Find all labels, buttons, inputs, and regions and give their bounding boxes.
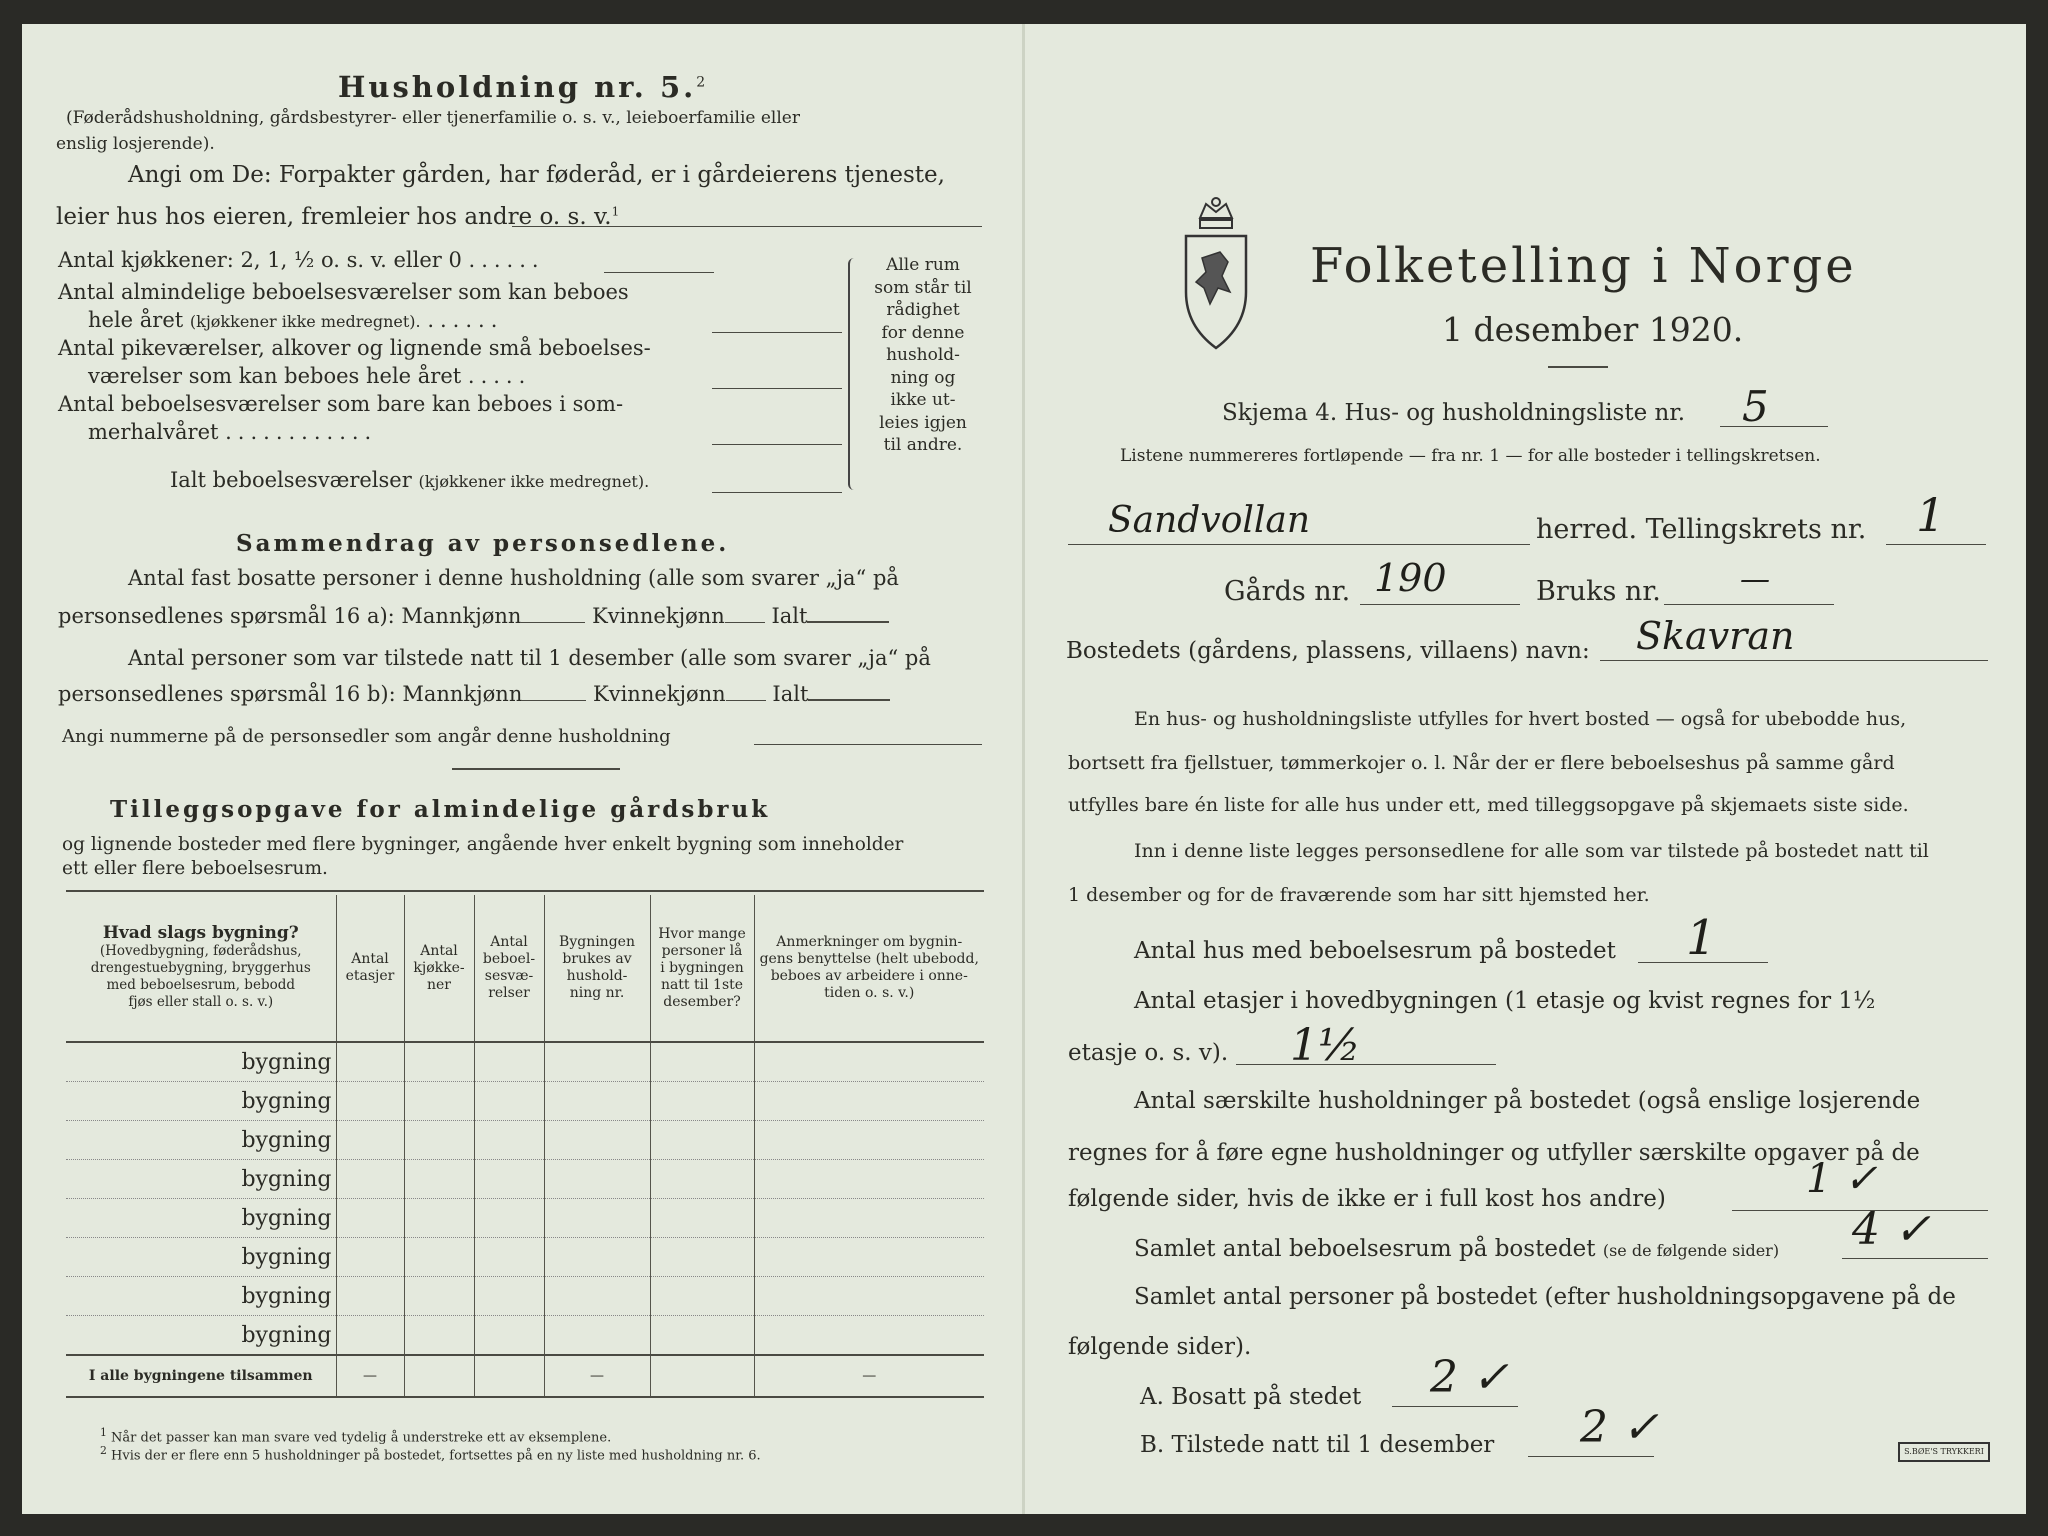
ordinary-rooms-field[interactable] [712, 332, 842, 333]
supplement-heading: Tilleggsopgave for almindelige gårdsbruk [110, 796, 771, 823]
total-rooms-field[interactable] [712, 492, 842, 493]
households-label-3: følgende sider, hvis de ikke er i full kost hos andre) [1068, 1186, 1666, 1212]
rooms-note: Alle rum som står til rådighet for denne hushold- ning og ikke ut- leies igjen til andre. [874, 255, 972, 455]
gaards-value[interactable]: 190 [1374, 556, 1447, 600]
table-row: bygning [66, 1042, 984, 1082]
rooms-summer-2: merhalvåret ............ [88, 420, 378, 444]
list-number[interactable]: 5 [1742, 382, 1769, 431]
bruks-value[interactable]: — [1740, 562, 1770, 597]
list-number-line [1720, 426, 1828, 427]
houses-value[interactable]: 1 [1686, 910, 1717, 966]
summary-heading: Sammendrag av personsedlene. [236, 530, 730, 557]
instruction-1: En hus- og husholdningsliste utfylles for hvert bosted — også for ubebodde hus, [1134, 708, 1907, 730]
table-row: bygning [66, 1160, 984, 1199]
instruction-3: utfylles bare én liste for alle hus under ett, med tilleggsopgave på skjemaets siste side. [1068, 794, 1909, 816]
footnote-2: $^2$ Hvis der er flere enn 5 husholdninger på bostedet, fortsettes på en ny liste med husholdning nr. 6. [100, 1444, 761, 1464]
table-row: bygning [66, 1316, 984, 1356]
resident-label: A. Bosatt på stedet [1140, 1384, 1362, 1410]
present-value[interactable]: 2 ✓ [1580, 1402, 1659, 1453]
summer-rooms-field[interactable] [712, 444, 842, 445]
table-sum-row: I alle bygningene tilsammen — — — [66, 1355, 984, 1397]
rooms-line [1842, 1258, 1988, 1259]
schema-label: Skjema 4. Hus- og husholdningsliste nr. [1222, 400, 1686, 426]
rooms-summer-1: Antal beboelsesværelser som bare kan beboes i som- [58, 392, 624, 416]
summary-numbers: Angi nummerne på de personsedler som angår denne husholdning [62, 726, 671, 747]
bruks-label: Bruks nr. [1536, 576, 1661, 607]
table-top-rule [66, 890, 984, 892]
summary-p2b: personsedlenes spørsmål 16 b): Mannkjønn Kvinnekjønn Ialt [58, 682, 890, 706]
instruction-5: 1 desember og for de fraværende som har sitt hjemsted her. [1068, 884, 1650, 906]
bosted-line [1600, 660, 1988, 661]
title-rule [1548, 366, 1608, 368]
table-row: bygning [66, 1277, 984, 1316]
rooms-kitchens: Antal kjøkkener: 2, 1, ½ o. s. v. eller 0 ...... [58, 248, 545, 272]
rooms-maid-2: værelser som kan beboes hele året ..... [88, 364, 532, 388]
header-remarks: Anmerkninger om bygnin- gens benyttelse (helt ubebodd, beboes av arbeidere i onne- tiden o. s. v.) [754, 895, 984, 1042]
header-persons: Hvor mange personer lå i bygningen natt til 1ste desember? [650, 895, 754, 1042]
herred-label: herred. Tellingskrets nr. [1536, 514, 1867, 545]
header-building-type: Hvad slags bygning? (Hovedbygning, føderådshus, drengestuebygning, bryggerhus med beboelsesrum, bebodd fjøs eller stall o. s. v.) [66, 895, 336, 1042]
rooms-maid-1: Antal pikeværelser, alkover og lignende små beboelses- [58, 336, 651, 360]
supplement-text-1: og lignende bosteder med flere bygninger, angående hver enkelt bygning som inneholder [62, 834, 904, 855]
resident-value[interactable]: 2 ✓ [1430, 1352, 1509, 1403]
rooms-brace [848, 258, 862, 490]
rooms-ordinary-2: hele året (kjøkkener ikke medregnet). ...... [88, 308, 504, 332]
houses-label: Antal hus med beboelsesrum på bostedet [1134, 938, 1616, 964]
header-rooms: Antal beboel- sesvæ- relser [474, 895, 544, 1042]
table-row: bygning [66, 1082, 984, 1121]
instruction-2: bortsett fra fjellstuer, tømmerkojer o. l. Når der er flere beboelseshus på samme gård [1068, 752, 1895, 774]
households-value[interactable]: 1 ✓ [1806, 1156, 1878, 1202]
rooms-value[interactable]: 4 ✓ [1852, 1204, 1931, 1255]
herred-value[interactable]: Sandvollan [1108, 500, 1311, 541]
krets-line [1886, 544, 1986, 545]
header-floors: Antal etasjer [336, 895, 404, 1042]
rooms-total: Ialt beboelsesværelser (kjøkkener ikke medregnet). [170, 468, 650, 492]
floors-line [1236, 1064, 1496, 1065]
floors-value[interactable]: 1½ [1290, 1020, 1361, 1071]
gaards-label: Gårds nr. [1224, 576, 1351, 607]
persons-label-1: Samlet antal personer på bostedet (efter husholdningsopgavene på de [1134, 1284, 1956, 1310]
present-line [1528, 1456, 1654, 1457]
page-fold [1022, 24, 1025, 1514]
bosted-value[interactable]: Skavran [1636, 614, 1795, 658]
bosted-label: Bostedets (gårdens, plassens, villaens) navn: [1066, 638, 1590, 664]
present-label: B. Tilstede natt til 1 desember [1140, 1432, 1495, 1458]
footnote-1: $^1$ Når det passer kan man svare ved tydelig å understreke ett av eksemplene. [100, 1426, 612, 1446]
intro-question-2: leier hus hos eieren, fremleier hos andre o. s. v.$^1$ [56, 204, 620, 230]
krets-value[interactable]: 1 [1916, 488, 1946, 542]
bruks-line [1664, 604, 1834, 605]
floors-label-1: Antal etasjer i hovedbygningen (1 etasje og kvist regnes for 1½ [1134, 988, 1876, 1014]
intro-small: (Føderådshusholdning, gårdsbestyrer- eller tjenerfamilie o. s. v., leieboerfamilie eller [66, 108, 800, 128]
numbers-field[interactable] [754, 744, 982, 745]
gaards-line [1360, 604, 1520, 605]
household-title: Husholdning nr. 5.$^2$ [338, 70, 706, 104]
summary-p1b: personsedlenes spørsmål 16 a): Mannkjønn Kvinnekjønn Ialt [58, 604, 889, 628]
divider [452, 768, 620, 770]
coat-of-arms-icon [1180, 196, 1252, 352]
header-household: Bygningen brukes av hushold- ning nr. [544, 895, 650, 1042]
kitchens-field[interactable] [604, 272, 714, 273]
census-title: Folketelling i Norge [1310, 238, 1857, 294]
numbering-note: Listene nummereres fortløpende — fra nr. 1 — for alle bosteder i tellingskretsen. [1120, 446, 1821, 466]
rooms-label: Samlet antal beboelsesrum på bostedet (se de følgende sider) [1134, 1236, 1780, 1262]
census-date: 1 desember 1920. [1442, 310, 1744, 349]
households-label-2: regnes for å føre egne husholdninger og utfyller særskilte opgaver på de [1068, 1140, 1920, 1166]
instruction-4: Inn i denne liste legges personsedlene for alle som var tilstede på bostedet natt til [1134, 840, 1929, 862]
printer-stamp: S.BØE'S TRYKKERI [1898, 1442, 1990, 1462]
resident-line [1392, 1406, 1518, 1407]
rooms-ordinary-1: Antal almindelige beboelsesværelser som kan beboes [58, 280, 629, 304]
intro-small-2: enslig losjerende). [56, 134, 215, 154]
table-row: bygning [66, 1121, 984, 1160]
floors-label-2: etasje o. s. v). [1068, 1040, 1229, 1066]
herred-line [1068, 544, 1530, 545]
households-label-1: Antal særskilte husholdninger på bostedet (også enslige losjerende [1134, 1088, 1921, 1114]
table-row: bygning [66, 1199, 984, 1238]
maid-rooms-field[interactable] [712, 388, 842, 389]
buildings-table [66, 895, 984, 1398]
persons-label-2: følgende sider). [1068, 1334, 1252, 1360]
occupation-answer-line[interactable] [512, 226, 982, 227]
summary-p1a: Antal fast bosatte personer i denne husholdning (alle som svarer „ja“ på [128, 566, 899, 590]
table-header [66, 895, 984, 1042]
supplement-text-2: ett eller flere beboelsesrum. [62, 858, 328, 879]
intro-question-1: Angi om De: Forpakter gården, har føderåd, er i gårdeierens tjeneste, [128, 162, 945, 188]
header-kitchens: Antal kjøkke- ner [404, 895, 474, 1042]
table-row: bygning [66, 1238, 984, 1277]
summary-p2a: Antal personer som var tilstede natt til 1 desember (alle som svarer „ja“ på [128, 646, 931, 670]
